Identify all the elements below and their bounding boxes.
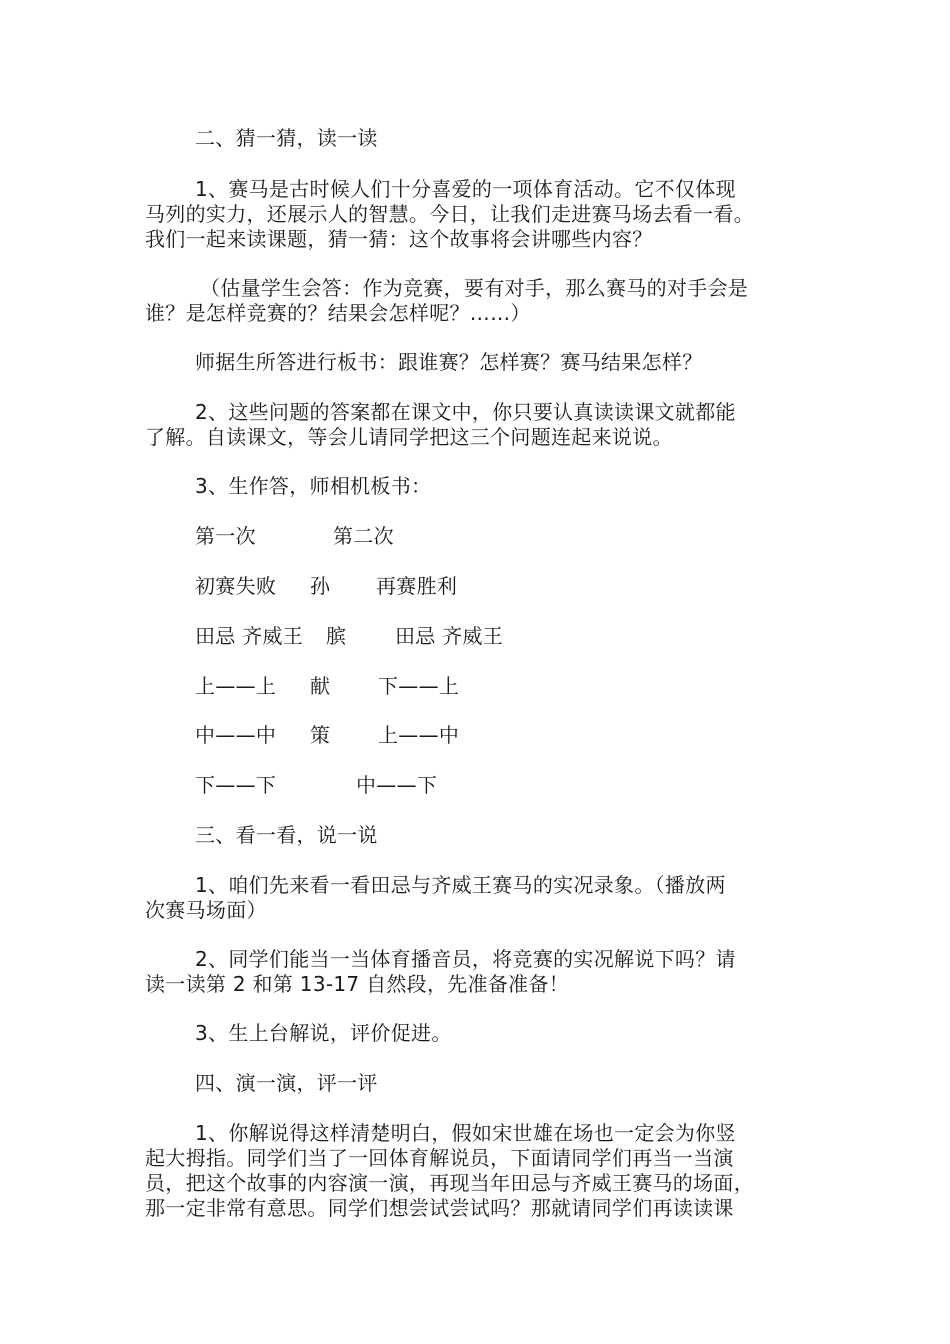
text-line: 2、同学们能当一当体育播音员，将竞赛的实况解说下吗？请 (195, 947, 736, 971)
text-line: 马列的实力，还展示人的智慧。今日，让我们走进赛马场去看一看。 (145, 202, 754, 226)
text-line: 谁？是怎样竞赛的？结果会怎样呢？……） (145, 301, 531, 325)
board-row1-mid: 孙 (310, 574, 331, 598)
board-row2-right: 田忌 齐威王 (395, 624, 504, 648)
board-row2-left: 田忌 齐威王 (195, 624, 304, 648)
board-row2-mid: 膑 (326, 624, 347, 648)
section2-paragraph-1 (145, 177, 810, 252)
section2-paragraph-2 (145, 276, 810, 326)
text-line: 1、咱们先来看一看田忌与齐威王赛马的实况录象。（播放两 (195, 873, 726, 897)
text-line: 次赛马场面） (145, 898, 267, 922)
board-first-round: 第一次 (195, 524, 256, 548)
section2-paragraph-3: 师据生所答进行板书：跟谁赛？怎样赛？赛马结果怎样？ (195, 350, 703, 374)
board-row5-right: 中——下 (356, 773, 438, 797)
text-line: 起大拇指。同学们当了一回体育解说员，下面请同学们再当一当演 (145, 1146, 734, 1170)
board-row1-left: 初赛失败 (195, 574, 277, 598)
section2-heading: 二、猜一猜，读一读 (195, 126, 378, 150)
board-row3-left: 上——上 (195, 674, 277, 698)
text-line: 1、赛马是古时候人们十分喜爱的一项体育活动。它不仅体现 (195, 177, 736, 201)
section3-paragraph-1 (145, 873, 810, 923)
text-line: 那一定非常有意思。同学们想尝试尝试吗？那就请同学们再读读课 (145, 1196, 734, 1220)
board-row4-left: 中——中 (195, 723, 277, 747)
text-line: 了解。自读课文，等会儿请同学把这三个问题连起来说说。 (145, 425, 673, 449)
text-line: （估量学生会答：作为竞赛，要有对手，那么赛马的对手会是 (200, 276, 749, 300)
board-row3-mid: 献 (310, 674, 331, 698)
board-second-round: 第二次 (333, 524, 394, 548)
section3-heading: 三、看一看，说一说 (195, 823, 378, 847)
board-row4-right: 上——中 (378, 723, 460, 747)
section3-paragraph-2 (145, 947, 810, 997)
text-line: 2、这些问题的答案都在课文中，你只要认真读读课文就都能 (195, 400, 736, 424)
section2-paragraph-5: 3、生作答，师相机板书： (195, 474, 432, 498)
section3-paragraph-3: 3、生上台解说，评价促进。 (195, 1021, 452, 1045)
text-line: 员，把这个故事的内容演一演，再现当年田忌与齐威王赛马的场面， (145, 1171, 754, 1195)
text-line: 读一读第 2 和第 13-17 自然段，先准备准备！ (145, 972, 570, 996)
board-row3-right: 下——上 (378, 674, 460, 698)
text-line: 我们一起来读课题，猜一猜：这个故事将会讲哪些内容？ (145, 227, 653, 251)
section4-heading: 四、演一演，评一评 (195, 1071, 378, 1095)
board-row4-mid: 策 (310, 723, 331, 747)
board-row5-left: 下——下 (195, 773, 277, 797)
section4-paragraph-1 (145, 1121, 810, 1221)
board-row1-right: 再赛胜利 (376, 574, 458, 598)
section2-paragraph-4 (145, 400, 810, 450)
text-line: 1、你解说得这样清楚明白，假如宋世雄在场也一定会为你竖 (195, 1121, 736, 1145)
